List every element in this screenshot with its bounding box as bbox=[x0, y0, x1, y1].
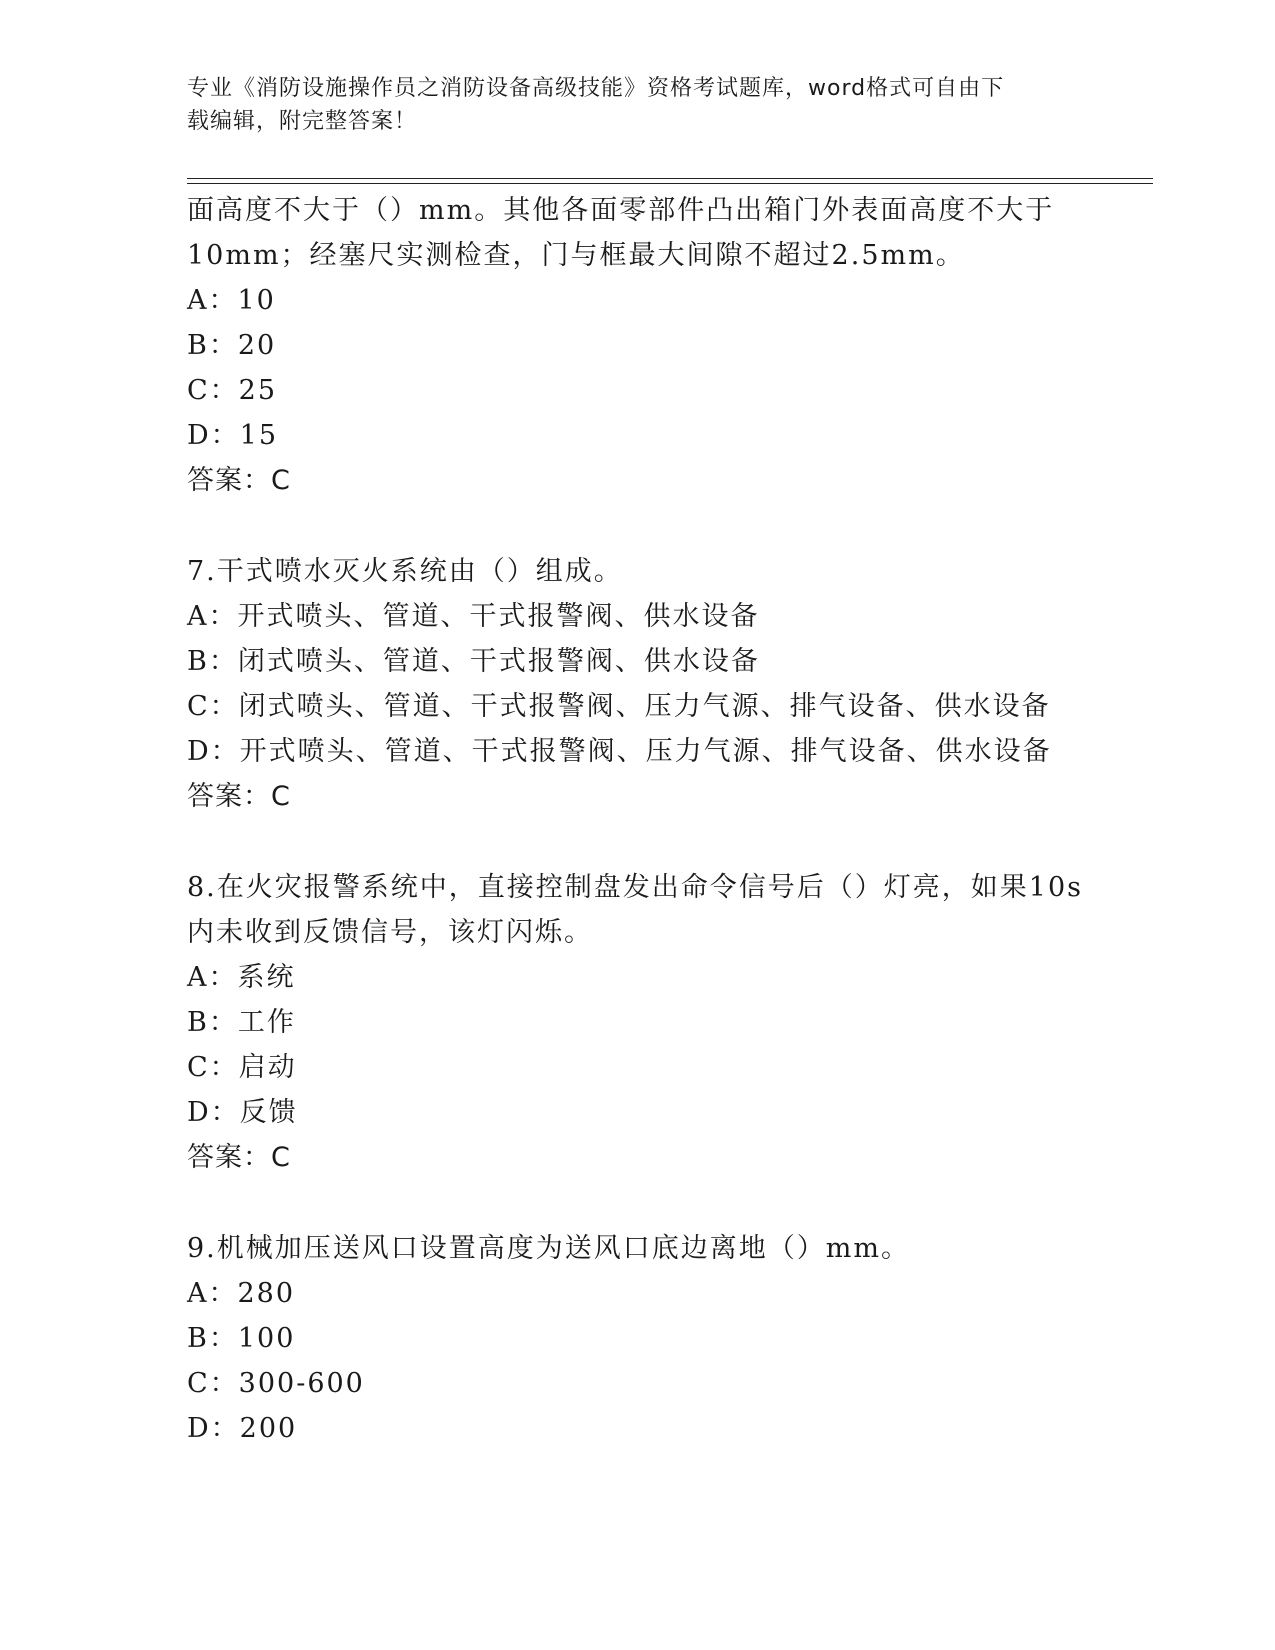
option-a: A：280 bbox=[187, 1278, 296, 1309]
option-c: C：25 bbox=[187, 375, 278, 406]
option-a: A：系统 bbox=[187, 962, 296, 993]
header-line-1: 专业《消防设施操作员之消防设备高级技能》资格考试题库，word格式可自由下 bbox=[187, 76, 1005, 101]
option-b: B：20 bbox=[187, 330, 277, 361]
document-header bbox=[187, 72, 1087, 138]
option-c: C：闭式喷头、管道、干式报警阀、压力气源、排气设备、供水设备 bbox=[187, 691, 1051, 722]
option-b: B：100 bbox=[187, 1323, 296, 1354]
answer-line: 答案：C bbox=[187, 1142, 291, 1173]
question-stem-line: 10mm；经塞尺实测检查，门与框最大间隙不超过2.5mm。 bbox=[187, 240, 965, 271]
answer-line: 答案：C bbox=[187, 465, 291, 496]
question-stem-line: 9.机械加压送风口设置高度为送风口底边离地（）mm。 bbox=[187, 1233, 910, 1264]
question-stem-line: 7.干式喷水灭火系统由（）组成。 bbox=[187, 556, 623, 587]
option-d: D：200 bbox=[187, 1413, 298, 1444]
option-c: C：启动 bbox=[187, 1052, 297, 1083]
option-c: C：300-600 bbox=[187, 1368, 365, 1399]
answer-line: 答案：C bbox=[187, 781, 291, 812]
option-b: B：闭式喷头、管道、干式报警阀、供水设备 bbox=[187, 646, 760, 677]
option-a: A：开式喷头、管道、干式报警阀、供水设备 bbox=[187, 601, 760, 632]
header-line-2: 载编辑，附完整答案！ bbox=[187, 109, 418, 134]
header-rule-bottom bbox=[187, 183, 1153, 184]
option-d: D：反馈 bbox=[187, 1097, 298, 1128]
option-d: D：15 bbox=[187, 420, 279, 451]
option-b: B：工作 bbox=[187, 1007, 296, 1038]
question-stem-line: 面高度不大于（）mm。其他各面零部件凸出箱门外表面高度不大于 bbox=[187, 195, 1055, 226]
question-7 bbox=[187, 549, 1187, 819]
question-9 bbox=[187, 1226, 1187, 1451]
question-6 bbox=[187, 188, 1187, 503]
question-8 bbox=[187, 865, 1187, 1180]
question-gap bbox=[187, 503, 1187, 549]
question-gap bbox=[187, 819, 1187, 865]
header-rule-top bbox=[187, 178, 1153, 179]
question-stem-line: 8.在火灾报警系统中，直接控制盘发出命令信号后（）灯亮，如果10s bbox=[187, 872, 1083, 903]
question-list bbox=[187, 188, 1187, 1451]
option-d: D：开式喷头、管道、干式报警阀、压力气源、排气设备、供水设备 bbox=[187, 736, 1052, 767]
option-a: A：10 bbox=[187, 285, 276, 316]
question-stem-line: 内未收到反馈信号，该灯闪烁。 bbox=[187, 917, 593, 948]
question-gap bbox=[187, 1180, 1187, 1226]
